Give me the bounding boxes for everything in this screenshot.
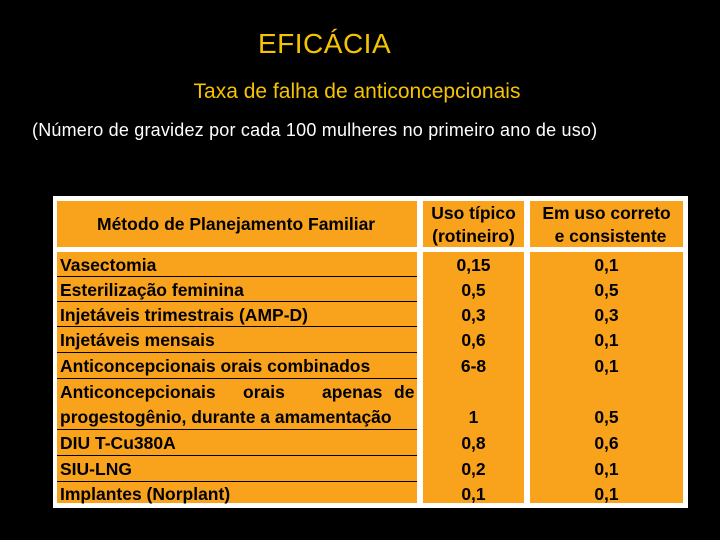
row-perfect: 0,5 (594, 407, 619, 427)
row-method-progestogenio-word-4: de (394, 382, 415, 402)
header-method: Método de Planejamento Familiar (97, 214, 376, 234)
row-perfect: 0,1 (594, 330, 619, 350)
row-method-orais-combinados: Anticoncepcionais orais combinados (60, 356, 371, 376)
row-method-siu: SIU-LNG (60, 459, 132, 479)
row-method-progestogenio-word-1: Anticoncepcionais (60, 382, 216, 402)
row-divider (57, 429, 417, 430)
row-divider (57, 326, 417, 327)
row-typical: 0,1 (461, 484, 486, 504)
row-typical: 0,2 (461, 459, 486, 479)
header-method-cell (57, 201, 417, 247)
row-perfect: 0,5 (594, 280, 619, 300)
row-typical: 6-8 (460, 356, 487, 376)
row-method-diu: DIU T-Cu380A (60, 433, 176, 453)
slide-note: (Número de gravidez por cada 100 mulheres no primeiro ano de uso) (32, 120, 598, 140)
row-typical: 0,3 (461, 305, 486, 325)
row-method-esterilizacao: Esterilização feminina (60, 280, 244, 300)
row-typical: 0,8 (461, 433, 486, 453)
row-typical: 0,15 (456, 255, 491, 275)
row-typical: 0,6 (461, 330, 486, 350)
row-method-progestogenio-word-2: orais (243, 382, 285, 402)
row-divider (57, 378, 417, 379)
slide-title: EFICÁCIA (258, 28, 392, 59)
row-perfect: 0,1 (594, 356, 619, 376)
row-typical: 0,5 (461, 280, 486, 300)
row-typical: 1 (468, 407, 479, 427)
row-method-progestogenio-line2: progestogênio, durante a amamentação (60, 407, 392, 427)
row-perfect: 0,1 (594, 255, 619, 275)
row-method-injetaveis-mensais: Injetáveis mensais (60, 330, 215, 350)
header-typical-line2: (rotineiro) (432, 226, 515, 246)
slide-subtitle: Taxa de falha de anticoncepcionais (193, 80, 521, 103)
row-divider (57, 481, 417, 482)
row-divider (57, 455, 417, 456)
row-perfect: 0,1 (594, 484, 619, 504)
row-divider (57, 352, 417, 353)
row-method-injetaveis-trimestrais: Injetáveis trimestrais (AMP-D) (60, 305, 308, 325)
header-typical-line1: Uso típico (431, 203, 516, 223)
row-perfect: 0,3 (594, 305, 619, 325)
row-divider (57, 276, 417, 277)
header-perfect-line2: e consistente (554, 226, 667, 246)
header-typical-cell (423, 201, 524, 247)
row-divider (57, 301, 417, 302)
efficacy-table (53, 196, 688, 508)
row-perfect: 0,1 (594, 459, 619, 479)
row-method-progestogenio-word-3: apenas (322, 382, 383, 402)
header-perfect-line1: Em uso correto (542, 203, 671, 223)
row-method-implantes: Implantes (Norplant) (60, 484, 231, 504)
row-method-vasectomia: Vasectomia (60, 255, 157, 275)
header-perfect-cell (530, 201, 683, 247)
row-perfect: 0,6 (594, 433, 619, 453)
